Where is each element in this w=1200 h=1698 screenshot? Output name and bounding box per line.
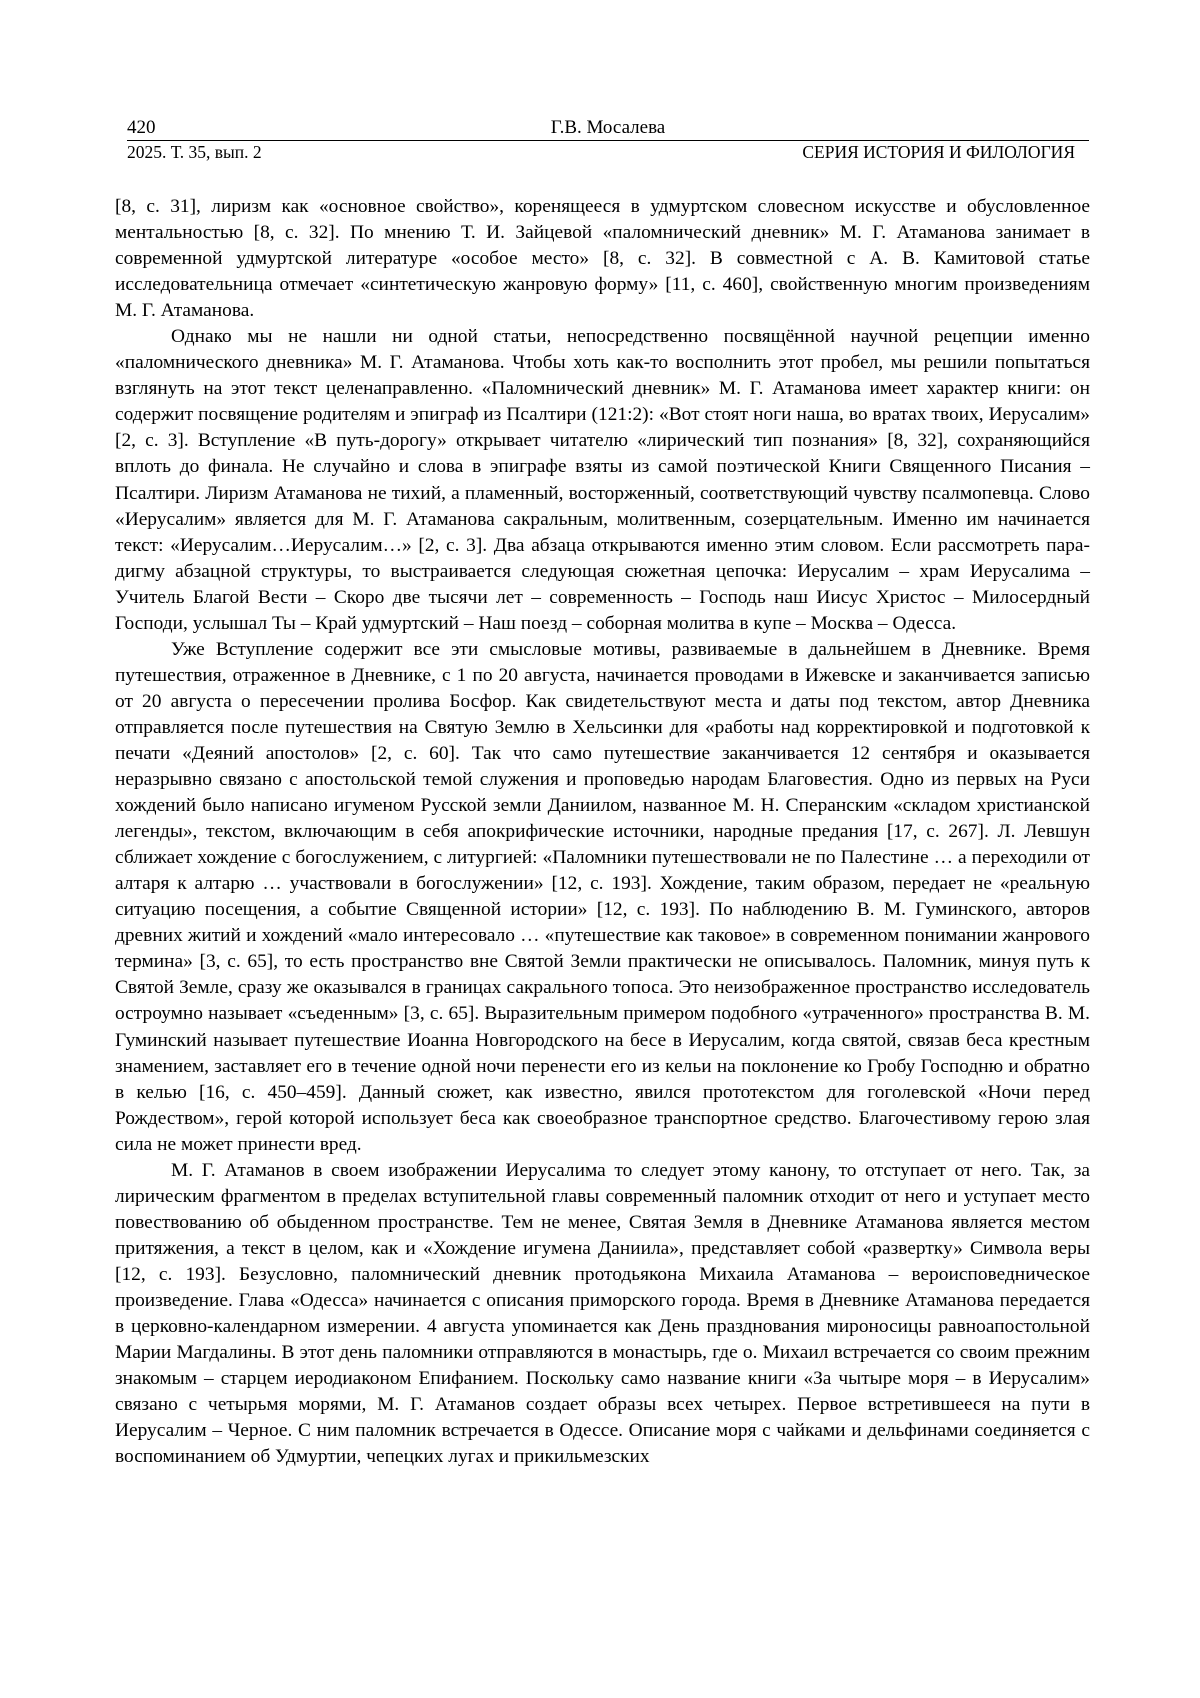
paragraph: М. Г. Атаманов в своем изображении Иерусалима то следует этому канону, то отступает от него. Так, за лирическим фрагментом в пределах вступительной главы современный паломник отходит от него и уступает место повествованию об обыденном пространстве. Тем не менее, Святая Земля в Днев­нике Атаманова является местом притяжения, а текст в целом, как и «Хождение игумена Даниила», представляет собой «развертку» Символа веры [12, с. 193]. Безусловно, паломнический дневник про­тодьякона Михаила Атаманова – вероисповедническое произведение. Глава «Одесса» начинается с описания приморского города. Время в Дневнике Атаманова передается в церковно-календарном из­мерении. 4 августа упоминается как День празднования мироносицы равноапостольной Марии Магда­лины. В этот день паломники отправляются в монастырь, где о. Михаил встречается со своим прежним знакомым – старцем иеродиаконом Епифанием. Поскольку само название книги «За чытыре моря – в Иерусалим» связано с четырьмя морями, М. Г. Атаманов создает образы всех четырех. Первое встре­тившееся на пути в Иерусалим – Черное. С ним паломник встречается в Одессе. Описание моря с чай­ками и дельфинами соединяется с воспоминанием об Удмуртии, чепецких лугах и прикильмезских xyxy=(115,1158,1090,1471)
journal-page xyxy=(0,0,1200,1698)
header-top-row xyxy=(127,116,1089,140)
paragraph-continued: [8, с. 31], лиризм как «основное свойство», коренящееся в удмуртском словесном искусстве и обуслов­ленное ментальностью [8, с. 32]. По мнению Т. И. Зайцевой «паломнический дневник» М. Г. Атаманова занимает в современной удмуртской литературе «особое место» [8, с. 32]. В совместной с А. В. Камито­вой статье исследовательница отмечает «синтетическую жанровую форму» [11, с. 460], свойственную многим произведениям М. Г. Атаманова. xyxy=(115,194,1090,324)
series-title: СЕРИЯ ИСТОРИЯ И ФИЛОЛОГИЯ xyxy=(802,141,1075,163)
paragraph: Однако мы не нашли ни одной статьи, непосредственно посвящённой научной рецепции именно «паломнического дневника» М. Г. Атаманова. Чтобы хоть как-то восполнить этот пробел, мы решили попытаться взглянуть на этот текст целенаправленно. «Паломнический дневник» М. Г. Атаманова имеет характер книги: он содержит посвящение родителям и эпиграф из Псалтири (121:2): «Вот стоят ноги наша, во вратах твоих, Иерусалим» [2, с. 3]. Вступление «В путь-дорогу» открывает читателю «лирический тип познания» [8, 32], сохраняющийся вплоть до финала. Не случайно и слова в эпиграфе взяты из самой поэтической Книги Священного Писания – Псалтири. Лиризм Атаманова не тихий, а пламенный, восторженный, соответствующий чувству псалмопевца. Слово «Иерусалим» является для М. Г. Атаманова сакральным, молитвенным, созерцательным. Именно им начинается текст: «Иеруса­лим…Иерусалим…» [2, с. 3]. Два абзаца открываются именно этим словом. Если рассмотреть пара­дигму абзацной структуры, то выстраивается следующая сюжетная цепочка: Иерусалим – храм Иеру­салима – Учитель Благой Вести – Скоро две тысячи лет – современность – Господь наш Иисус Христос – Милосердный Господи, услышал Ты – Край удмуртский – Наш поезд – соборная молитва в купе – Москва – Одесса. xyxy=(115,324,1090,637)
paragraph: Уже Вступление содержит все эти смысловые мотивы, развиваемые в дальнейшем в Дневнике. Время путешествия, отраженное в Дневнике, с 1 по 20 августа, начинается проводами в Ижевске и заканчивается записью от 20 августа о пересечении пролива Босфор. Как свидетельствуют места и даты под текстом, автор Дневника отправляется после путешествия на Святую Землю в Хельсинки для «ра­боты над корректировкой и подготовкой к печати «Деяний апостолов» [2, с. 60]. Так что само путеше­ствие заканчивается 12 сентября и оказывается неразрывно связано с апостольской темой служения и проповедью народам Благовестия. Одно из первых на Руси хождений было написано игуменом Рус­ской земли Даниилом, названное М. Н. Сперанским «складом христианской легенды», текстом, вклю­чающим в себя апокрифические источники, народные предания [17, с. 267]. Л. Левшун сближает хож­дение с богослужением, с литургией: «Паломники путешествовали не по Палестине … а переходили от алтаря к алтарю … участвовали в богослужении» [12, с. 193]. Хождение, таким образом, передает не «реальную ситуацию посещения, а событие Священной истории» [12, с. 193]. По наблюдению В. М. Гуминского, авторов древних житий и хождений «мало интересовало … «путешествие как тако­вое» в современном понимании жанрового термина» [3, с. 65], то есть пространство вне Святой Земли практически не описывалось. Паломник, минуя путь к Святой Земле, сразу же оказывался в границах сакрального топоса. Это неизображенное пространство исследователь остроумно называет «съеден­ным» [3, с. 65]. Выразительным примером подобного «утраченного» пространства В. М. Гуминский называет путешествие Иоанна Новгородского на бесе в Иерусалим, когда святой, связав беса крестным знамением, заставляет его в течение одной ночи перенести его из кельи на поклонение ко Гробу Гос­подню и обратно в келью [16, с. 450–459]. Данный сюжет, как известно, явился прототекстом для го­голевской «Ночи перед Рождеством», герой которой использует беса как своеобразное транспортное средство. Благочестивому герою злая сила не может принести вред. xyxy=(115,637,1090,1158)
header-bottom-row xyxy=(127,141,1089,163)
article-body xyxy=(115,194,1090,1470)
running-header xyxy=(127,116,1089,163)
page-number: 420 xyxy=(127,116,156,140)
issue-info: 2025. Т. 35, вып. 2 xyxy=(127,141,262,163)
author-name: Г.В. Мосалева xyxy=(127,116,1089,140)
